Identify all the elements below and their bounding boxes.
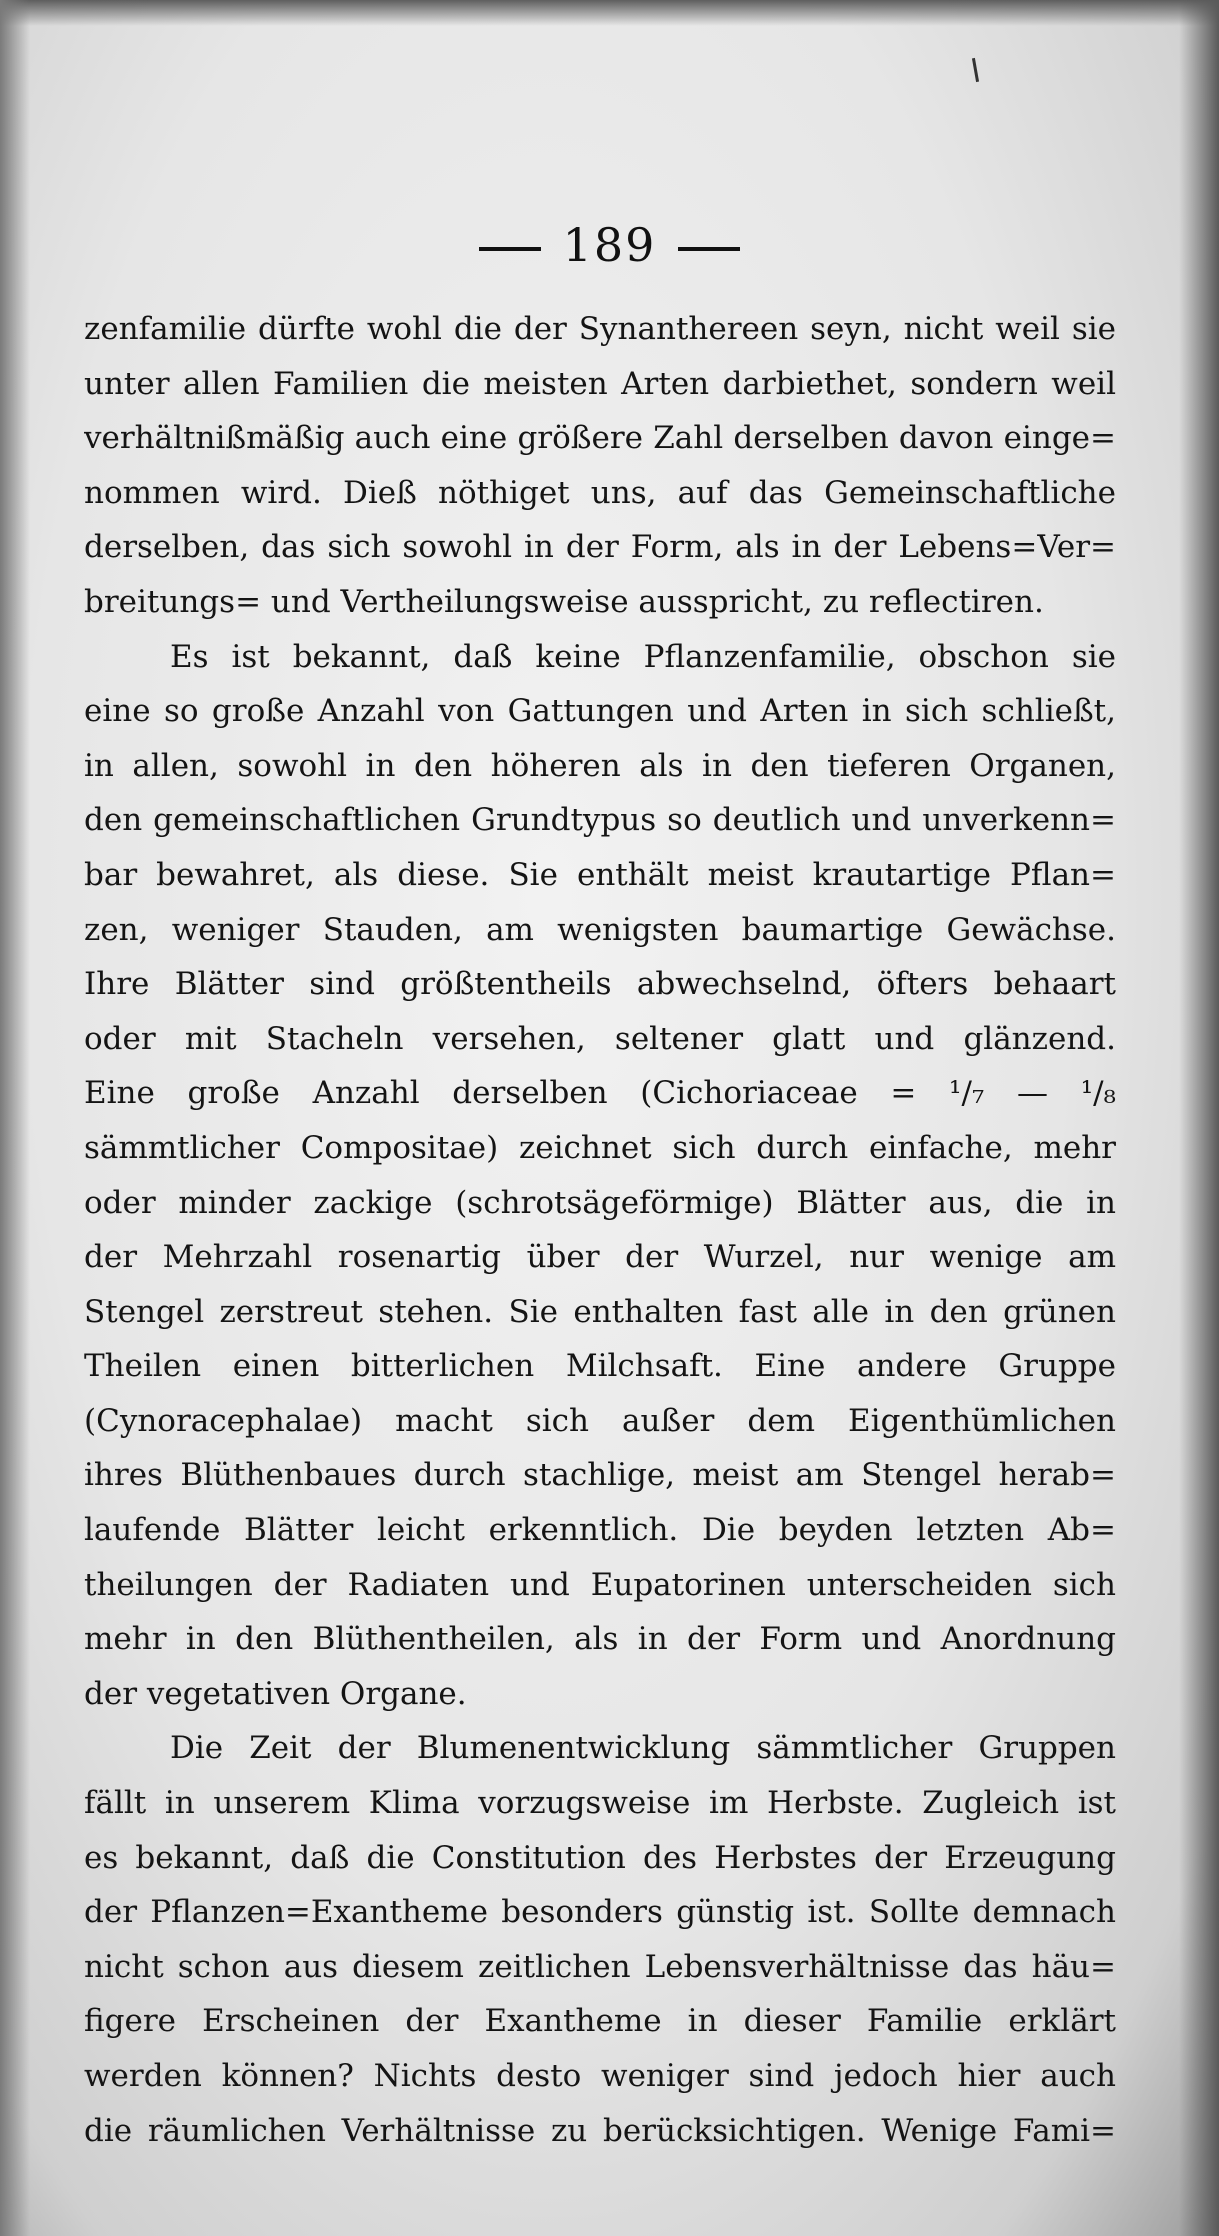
text-line: unter allen Familien die meisten Arten darbiethet, sondern weil (84, 365, 1116, 402)
text-line: oder minder zackige (schrotsägeförmige) Blätter aus, die in (84, 1184, 1116, 1221)
ink-mark (972, 58, 979, 82)
text-line: sämmtlicher Compositae) zeichnet sich durch einfache, mehr (84, 1129, 1116, 1166)
text-line: verhältnißmäßig auch eine größere Zahl derselben davon einge= (84, 420, 1116, 457)
text-line: theilungen der Radiaten und Eupatorinen unterscheiden sich (84, 1566, 1116, 1603)
text-line: laufende Blätter leicht erkenntlich. Die beyden letzten Ab= (84, 1512, 1116, 1549)
text-line: den gemeinschaftlichen Grundtypus so deutlich und unverkenn= (84, 802, 1116, 839)
text-line: der Mehrzahl rosenartig über der Wurzel, nur wenige am (84, 1239, 1116, 1276)
text-line: derselben, das sich sowohl in der Form, als in der Lebens=Ver= (84, 529, 1116, 566)
text-line: nommen wird. Dieß nöthiget uns, auf das Gemeinschaftliche (84, 474, 1116, 511)
text-line: oder mit Stacheln versehen, seltener glatt und glänzend. (84, 1020, 1116, 1057)
text-line: werden können? Nichts desto weniger sind jedoch hier auch (84, 2058, 1116, 2094)
text-line: Es ist bekannt, daß keine Pflanzenfamilie, obschon sie (170, 638, 1116, 675)
page-number: 189 (562, 218, 657, 272)
text-line: Stengel zerstreut stehen. Sie enthalten fast alle in den grünen (84, 1293, 1116, 1330)
text-line: ihres Blüthenbaues durch stachlige, meist am Stengel herab= (84, 1457, 1116, 1494)
text-line: in allen, sowohl in den höheren als in den tieferen Organen, (84, 747, 1116, 784)
text-line: Eine große Anzahl derselben (Cichoriaceae = ¹/₇ — ¹/₈ (84, 1075, 1116, 1112)
text-line: breitungs= und Vertheilungsweise ausspricht, zu reflectiren. (84, 583, 1044, 620)
text-line: eine so große Anzahl von Gattungen und Arten in sich schließt, (84, 693, 1116, 730)
text-line: nicht schon aus diesem zeitlichen Lebensverhältnisse das häu= (84, 1948, 1116, 1985)
text-line: figere Erscheinen der Exantheme in dieser Familie erklärt (84, 2003, 1116, 2040)
text-line: fällt in unserem Klima vorzugsweise im Herbste. Zugleich ist (84, 1785, 1116, 1822)
page-header (0, 218, 1219, 272)
page-shadow-left (0, 0, 30, 2236)
text-line: es bekannt, daß die Constitution des Herbstes der Erzeugung (84, 1839, 1116, 1876)
text-line: zen, weniger Stauden, am wenigsten baumartige Gewächse. (84, 911, 1116, 948)
body-text (84, 302, 1116, 2158)
text-line: bar bewahret, als diese. Sie enthält meist krautartige Pflan= (84, 856, 1116, 893)
text-line: Theilen einen bitterlichen Milchsaft. Eine andere Gruppe (84, 1348, 1116, 1385)
text-line: zenfamilie dürfte wohl die der Synanthereen seyn, nicht weil sie (84, 311, 1116, 347)
page-shadow-right (1179, 0, 1219, 2236)
text-line: die räumlichen Verhältnisse zu berücksichtigen. Wenige Fami= (84, 2112, 1116, 2149)
text-line: Die Zeit der Blumenentwicklung sämmtlicher Gruppen (170, 1730, 1116, 1767)
page-shadow-top (0, 0, 1219, 26)
header-dash-right (678, 247, 740, 251)
text-line: (Cynoracephalae) macht sich außer dem Eigenthümlichen (84, 1402, 1116, 1439)
text-line: der vegetativen Organe. (84, 1675, 467, 1712)
text-line: Ihre Blätter sind größtentheils abwechselnd, öfters behaart (84, 966, 1116, 1003)
text-line: mehr in den Blüthentheilen, als in der Form und Anordnung (84, 1621, 1116, 1658)
header-dash-left (479, 247, 541, 251)
text-line: der Pflanzen=Exantheme besonders günstig ist. Sollte demnach (84, 1894, 1116, 1931)
